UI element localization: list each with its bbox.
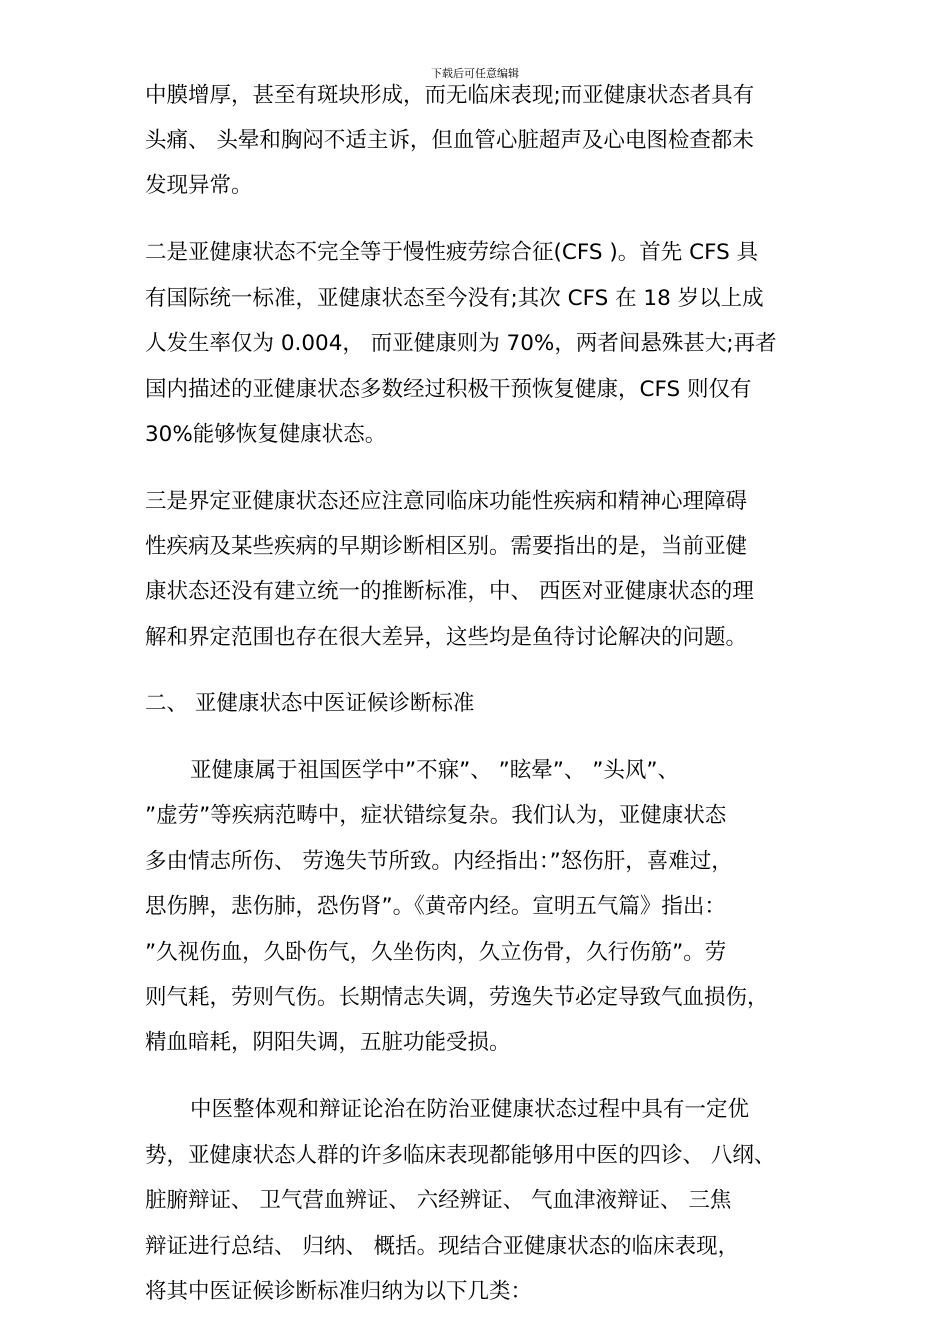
text-line: 性疾病及某些疾病的早期诊断相区别。需要指出的是，当前亚健 — [145, 534, 748, 559]
text-line: 亚健康属于祖国医学中”不寐”、 ”眩晕”、 ”头风”、 — [190, 758, 680, 783]
text-line: 脏腑辩证、 卫气营血辨证、 六经辨证、 气血津液辩证、 三焦 — [145, 1188, 732, 1213]
header-note: 下载后可任意编辑 — [431, 67, 519, 80]
text-line: 则气耗，劳则气伤。长期情志失调，劳逸失节必定导致气血损伤， — [145, 985, 769, 1010]
text-line: 将其中医证候诊断标准归纳为以下几类： — [145, 1279, 533, 1304]
text-line: ”久视伤血，久卧伤气，久坐伤肉，久立伤骨，久行伤筋”。劳 — [145, 940, 727, 965]
text-line: 三是界定亚健康状态还应注意同临床功能性疾病和精神心理障碍 — [145, 489, 748, 514]
text-line: ”虚劳”等疾病范畴中，症状错综复杂。我们认为，亚健康状态 — [145, 803, 727, 828]
text-line: 二是亚健康状态不完全等于慢性疲劳综合征(CFS )。首先 CFS 具 — [145, 240, 759, 265]
text-line: 辩证进行总结、 归纳、 概括。现结合亚健康状态的临床表现， — [145, 1234, 740, 1259]
text-line: 多由情志所伤、 劳逸失节所致。内经指出：”怒伤肝，喜难过， — [145, 849, 733, 874]
text-line: 中膜增厚，甚至有斑块形成，而无临床表现;而亚健康状态者具有 — [145, 83, 755, 108]
text-line: 国内描述的亚健康状态多数经过积极干预恢复健康，CFS 则仅有 — [145, 377, 752, 402]
section-heading: 二、 亚健康状态中医证候诊断标准 — [145, 691, 475, 716]
text-line: 精血暗耗，阴阳失调，五脏功能受损。 — [145, 1030, 511, 1055]
text-line: 康状态还没有建立统一的推断标准，中、 西医对亚健康状态的理 — [145, 579, 754, 604]
text-line: 30%能够恢复健康状态。 — [145, 422, 387, 447]
text-line: 中医整体观和辩证论治在防治亚健康状态过程中具有一定优 — [190, 1097, 750, 1122]
text-line: 发现异常。 — [145, 173, 253, 198]
text-line: 头痛、 头晕和胸闷不适主诉，但血管心脏超声及心电图检查都未 — [145, 128, 754, 153]
text-line: 有国际统一标准，亚健康状态至今没有;其次 CFS 在 18 岁以上成 — [145, 286, 764, 311]
text-line: 解和界定范围也存在很大差异，这些均是鱼待讨论解决的问题。 — [145, 625, 748, 650]
text-line: 势，亚健康状态人群的许多临床表现都能够用中医的四诊、 八纲、 — [145, 1143, 776, 1168]
text-line: 人发生率仅为 0.004， 而亚健康则为 70%，两者间悬殊甚大;再者 — [145, 331, 777, 356]
text-line: 思伤脾，悲伤肺，恐伤肾”。《黄帝内经。宣明五气篇》指出： — [145, 894, 726, 919]
